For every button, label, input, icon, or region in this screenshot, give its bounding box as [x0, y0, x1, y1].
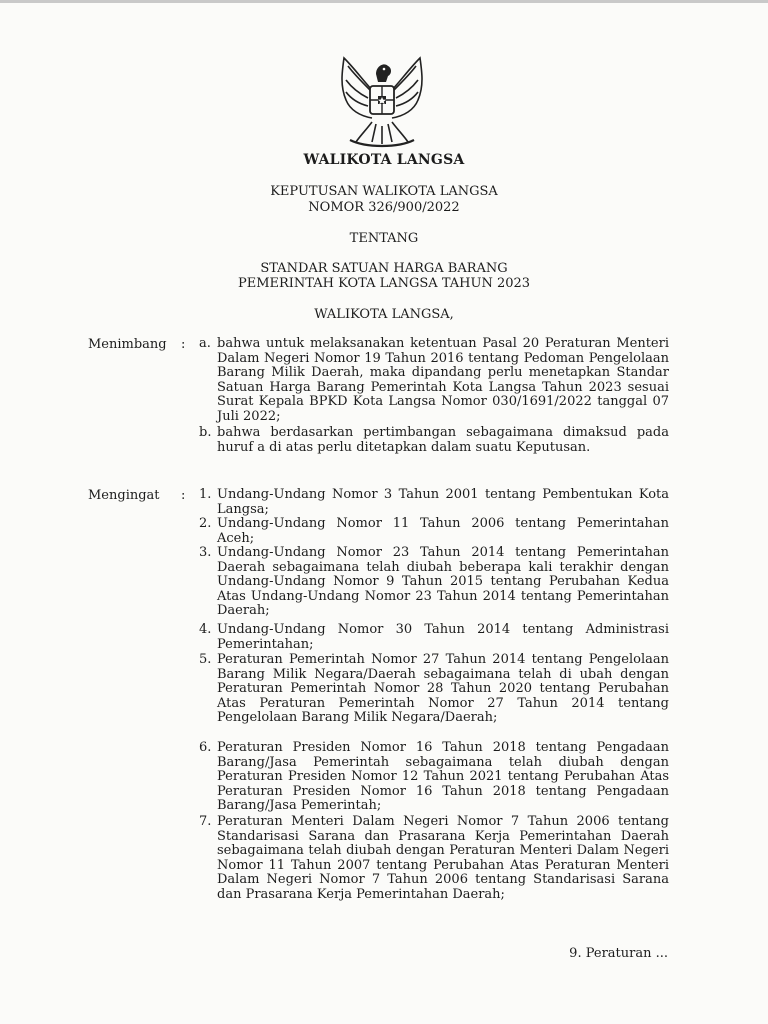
mengingat-item-1 [199, 488, 669, 518]
mengingat-item-5 [199, 653, 669, 741]
menimbang-colon: : [181, 337, 186, 352]
item-text: Peraturan Pemerintah Nomor 27 Tahun 2014 tentang Pengelolaan Barang Milik Negara/Daerah sebagaimana telah di ubah dengan Peraturan Pemerintah Nomor 28 Tahun 2020 tentang Perubahan Atas Peraturan Pemerintah Nomor 27 Tahun 2014 tentang Pengelolaan Barang Milik Negara/Daerah; [217, 652, 669, 726]
subject-line-2: PEMERINTAH KOTA LANGSA TAHUN 2023 [237, 276, 531, 291]
decision-number: NOMOR 326/900/2022 [308, 200, 460, 215]
mengingat-item-4 [199, 623, 669, 653]
item-text: bahwa berdasarkan pertimbangan sebagaimana dimaksud pada huruf a di atas perlu ditetapkan dalam suatu Keputusan. [217, 425, 669, 455]
item-marker: 4. [199, 622, 212, 637]
menimbang-label: Menimbang [88, 337, 167, 352]
item-marker: 6. [199, 740, 212, 755]
mengingat-item-3 [199, 546, 669, 622]
decision-title: KEPUTUSAN WALIKOTA LANGSA [270, 184, 498, 199]
item-text: Undang-Undang Nomor 11 Tahun 2006 tentang Pemerintahan Aceh; [217, 516, 669, 546]
about-heading: TENTANG [349, 231, 419, 246]
mengingat-label: Mengingat [88, 488, 160, 503]
page-continuation: 9. Peraturan ... [569, 946, 668, 961]
item-marker: 2. [199, 516, 212, 531]
subject-line-1: STANDAR SATUAN HARGA BARANG [260, 261, 508, 276]
item-text: Undang-Undang Nomor 30 Tahun 2014 tentang Administrasi Pemerintahan; [217, 622, 669, 652]
item-text: bahwa untuk melaksanakan ketentuan Pasal 20 Peraturan Menteri Dalam Negeri Nomor 19 Tahun 2016 tentang Pedoman Pengelolaan Barang Milik Daerah, maka dipandang perlu menetapkan Standar Satuan Harga Barang Pemerintah Kota Langsa Tahun 2023 sesuai Surat Kepala BPKD Kota Langsa Nomor 030/1691/2022 tanggal 07 Juli 2022; [217, 336, 669, 424]
mengingat-item-2 [199, 517, 669, 547]
item-text: Peraturan Presiden Nomor 16 Tahun 2018 tentang Pengadaan Barang/Jasa Pemerintah sebagaimana telah diubah dengan Peraturan Presiden Nomor 12 Tahun 2021 tentang Perubahan Atas Peraturan Presiden Nomor 16 Tahun 2018 tentang Pengadaan Barang/Jasa Pemerintah; [217, 740, 669, 814]
authority-title: WALIKOTA LANGSA [303, 152, 465, 168]
garuda-pancasila-emblem-icon [326, 52, 438, 150]
item-marker: 7. [199, 814, 212, 829]
mengingat-colon: : [181, 488, 186, 503]
scan-edge [0, 0, 768, 3]
item-marker: 1. [199, 487, 212, 502]
item-marker: b. [199, 425, 212, 440]
menimbang-item-b [199, 426, 669, 472]
item-text: Peraturan Menteri Dalam Negeri Nomor 7 Tahun 2006 tentang Standarisasi Sarana dan Prasarana Kerja Pemerintahan Daerah sebagaimana telah diubah dengan Peraturan Menteri Dalam Negeri Nomor 11 Tahun 2007 tentang Perubahan Atas Peraturan Menteri Dalam Negeri Nomor 7 Tahun 2006 tentang Standarisasi Sarana dan Prasarana Kerja Pemerintahan Daerah; [217, 814, 669, 902]
item-text: Undang-Undang Nomor 3 Tahun 2001 tentang Pembentukan Kota Langsa; [217, 487, 669, 517]
mengingat-item-7 [199, 815, 669, 905]
item-marker: 3. [199, 545, 212, 560]
item-text: Undang-Undang Nomor 23 Tahun 2014 tentang Pemerintahan Daerah sebagaimana telah diubah beberapa kali terakhir dengan Undang-Undang Nomor 9 Tahun 2015 tentang Perubahan Kedua Atas Undang-Undang Nomor 23 Tahun 2014 tentang Pemerintahan Daerah; [217, 545, 669, 619]
menimbang-item-a [199, 337, 669, 425]
item-marker: 5. [199, 652, 212, 667]
mengingat-item-6 [199, 741, 669, 815]
issuer-line: WALIKOTA LANGSA, [314, 307, 454, 322]
item-marker: a. [199, 336, 211, 351]
